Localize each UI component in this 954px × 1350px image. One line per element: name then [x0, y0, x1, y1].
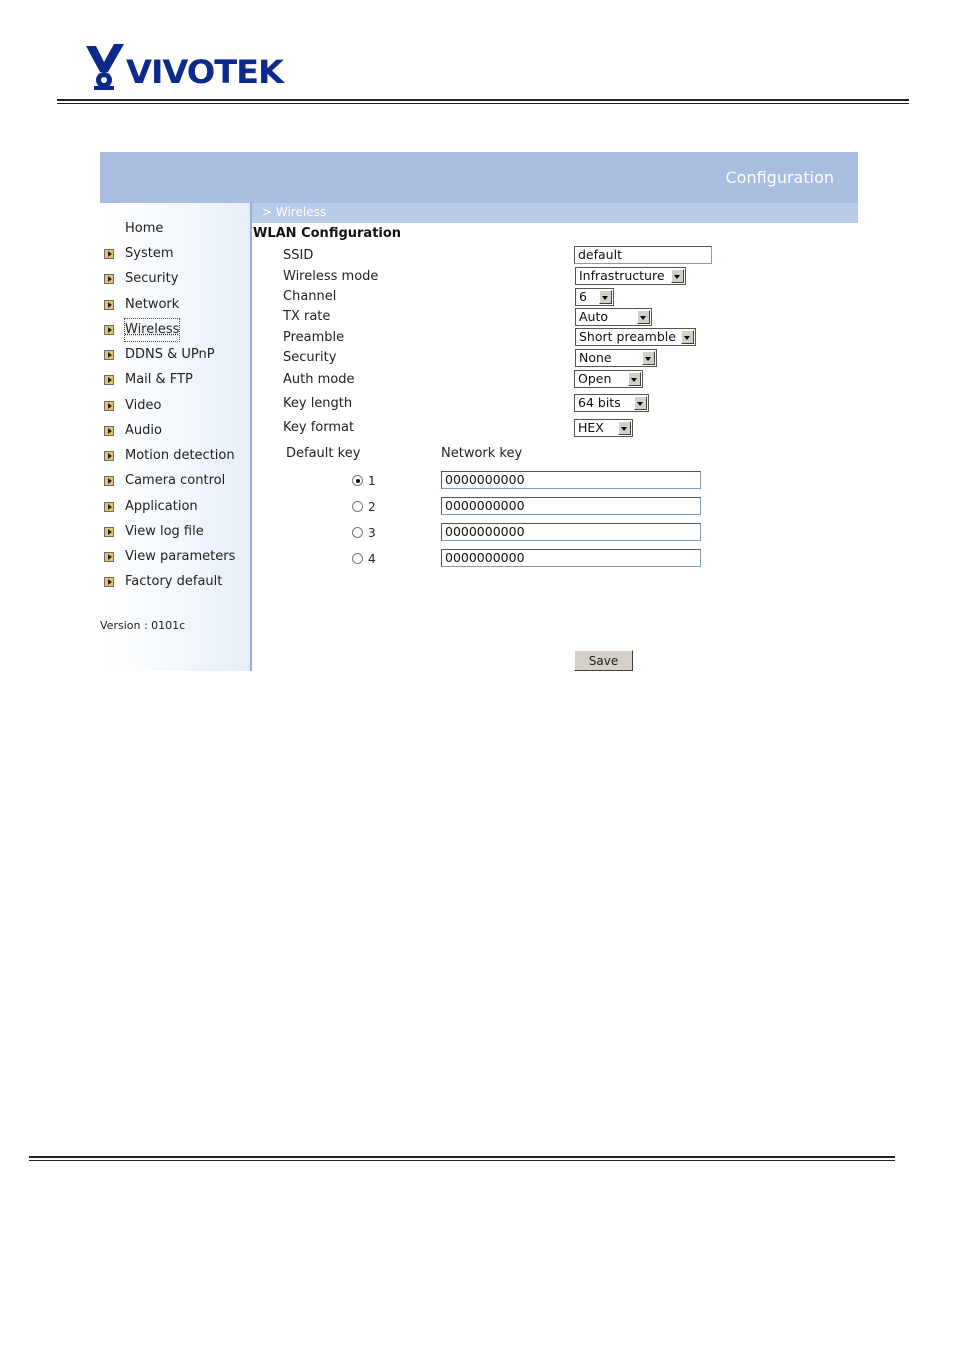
arrow-right-icon [104, 426, 114, 436]
top-divider [57, 99, 909, 101]
arrow-right-icon [104, 451, 114, 461]
sidebar-item-label: DDNS & UPnP [125, 347, 215, 362]
sidebar-item-label: Video [125, 398, 162, 413]
bottom-divider [29, 1156, 895, 1158]
sidebar-item-label: Factory default [125, 574, 223, 589]
preamble-select[interactable] [575, 328, 696, 346]
channel-label: Channel [283, 289, 337, 304]
sidebar-item-label: Security [125, 271, 179, 286]
network-key-input-2[interactable]: 0000000000 [441, 497, 701, 515]
sidebar-item-application[interactable] [100, 496, 250, 518]
wireless-mode-label: Wireless mode [283, 269, 379, 284]
default-key-radio-4[interactable] [352, 553, 363, 564]
section-title: WLAN Configuration [253, 226, 402, 241]
network-key-input-4[interactable]: 0000000000 [441, 549, 701, 567]
wireless-mode-value: Infrastructure [579, 268, 665, 283]
bottom-divider-thin [29, 1160, 895, 1161]
tx-rate-value: Auto [579, 309, 609, 324]
key-length-label: Key length [283, 396, 353, 411]
sidebar-item-label: View parameters [125, 549, 236, 564]
top-divider-thin [57, 103, 909, 104]
sidebar-item-system[interactable] [100, 243, 250, 265]
chevron-down-icon[interactable] [599, 290, 612, 304]
sidebar-item-camera-control[interactable] [100, 470, 250, 492]
default-key-radio-2[interactable] [352, 501, 363, 512]
sidebar-item-label: Wireless [125, 319, 179, 341]
auth-mode-value: Open [578, 371, 612, 386]
tx-rate-select[interactable] [575, 308, 652, 326]
security-value: None [579, 350, 612, 365]
sidebar-item-wireless[interactable] [100, 319, 250, 341]
chevron-down-icon[interactable] [634, 396, 647, 410]
arrow-right-icon [104, 249, 114, 259]
sidebar-item-label: Network [125, 297, 180, 312]
arrow-right-icon [104, 527, 114, 537]
arrow-right-icon [104, 502, 114, 512]
page-title: Configuration [725, 168, 834, 187]
default-key-label: Default key [286, 446, 361, 461]
tx-rate-label: TX rate [283, 309, 331, 324]
sidebar-item-label: Mail & FTP [125, 372, 193, 387]
sidebar-item-ddns-upnp[interactable] [100, 344, 250, 366]
default-key-index: 2 [368, 500, 376, 514]
sidebar-item-label: Home [125, 221, 164, 236]
breadcrumb: > Wireless [262, 205, 327, 219]
network-key-label: Network key [441, 446, 523, 461]
sidebar-item-factory-default[interactable] [100, 571, 250, 593]
sidebar-item-audio[interactable] [100, 420, 250, 442]
default-key-index: 3 [368, 526, 376, 540]
channel-select[interactable] [575, 288, 614, 306]
chevron-down-icon[interactable] [618, 421, 631, 435]
default-key-radio-3[interactable] [352, 527, 363, 538]
network-key-input-1[interactable]: 0000000000 [441, 471, 701, 489]
default-key-index: 1 [368, 474, 376, 488]
key-format-select[interactable] [574, 419, 633, 437]
chevron-down-icon[interactable] [637, 310, 650, 324]
arrow-right-icon [104, 577, 114, 587]
key-length-select[interactable] [574, 394, 649, 412]
channel-value: 6 [579, 289, 587, 304]
arrow-right-icon [104, 274, 114, 284]
sidebar-item-label: View log file [125, 524, 204, 539]
chevron-down-icon[interactable] [628, 372, 641, 386]
sidebar-item-view-parameters[interactable] [100, 546, 250, 568]
sidebar-item-label: Camera control [125, 473, 226, 488]
logo-wordmark: VIVOTEK [126, 53, 284, 91]
sidebar [100, 203, 252, 671]
default-key-index: 4 [368, 552, 376, 566]
preamble-value: Short preamble [579, 329, 676, 344]
sidebar-item-motion-detection[interactable] [100, 445, 250, 467]
chevron-down-icon[interactable] [642, 351, 655, 365]
sidebar-item-security[interactable] [100, 268, 250, 290]
arrow-right-icon [104, 375, 114, 385]
preamble-label: Preamble [283, 330, 345, 345]
chevron-down-icon[interactable] [681, 330, 694, 344]
arrow-right-icon [104, 552, 114, 562]
key-length-value: 64 bits [578, 395, 621, 410]
auth-mode-label: Auth mode [283, 372, 355, 387]
sidebar-item-home[interactable] [100, 218, 250, 240]
arrow-right-icon [104, 325, 114, 335]
arrow-right-icon [104, 476, 114, 486]
sidebar-item-video[interactable] [100, 395, 250, 417]
sidebar-item-mail-ftp[interactable] [100, 369, 250, 391]
config-header [100, 152, 858, 203]
security-label: Security [283, 350, 337, 365]
ssid-label: SSID [283, 248, 314, 263]
auth-mode-select[interactable] [574, 370, 643, 388]
save-button[interactable]: Save [574, 650, 633, 671]
sidebar-item-view-log-file[interactable] [100, 521, 250, 543]
sidebar-item-label: Application [125, 499, 198, 514]
arrow-right-icon [104, 350, 114, 360]
logo-mark-icon [84, 42, 128, 92]
security-select[interactable] [575, 349, 657, 367]
ssid-input[interactable]: default [574, 246, 712, 264]
sidebar-item-label: System [125, 246, 174, 261]
key-format-value: HEX [578, 420, 604, 435]
key-format-label: Key format [283, 420, 355, 435]
arrow-right-icon [104, 300, 114, 310]
breadcrumb-bar [252, 203, 858, 223]
chevron-down-icon[interactable] [671, 269, 684, 283]
wireless-mode-select[interactable] [575, 267, 686, 285]
sidebar-item-label: Audio [125, 423, 162, 438]
arrow-right-icon [104, 401, 114, 411]
sidebar-item-network[interactable] [100, 294, 250, 316]
network-key-input-3[interactable]: 0000000000 [441, 523, 701, 541]
version-text: Version : 0101c [100, 619, 186, 632]
sidebar-item-label: Motion detection [125, 448, 235, 463]
default-key-radio-1[interactable] [352, 475, 363, 486]
